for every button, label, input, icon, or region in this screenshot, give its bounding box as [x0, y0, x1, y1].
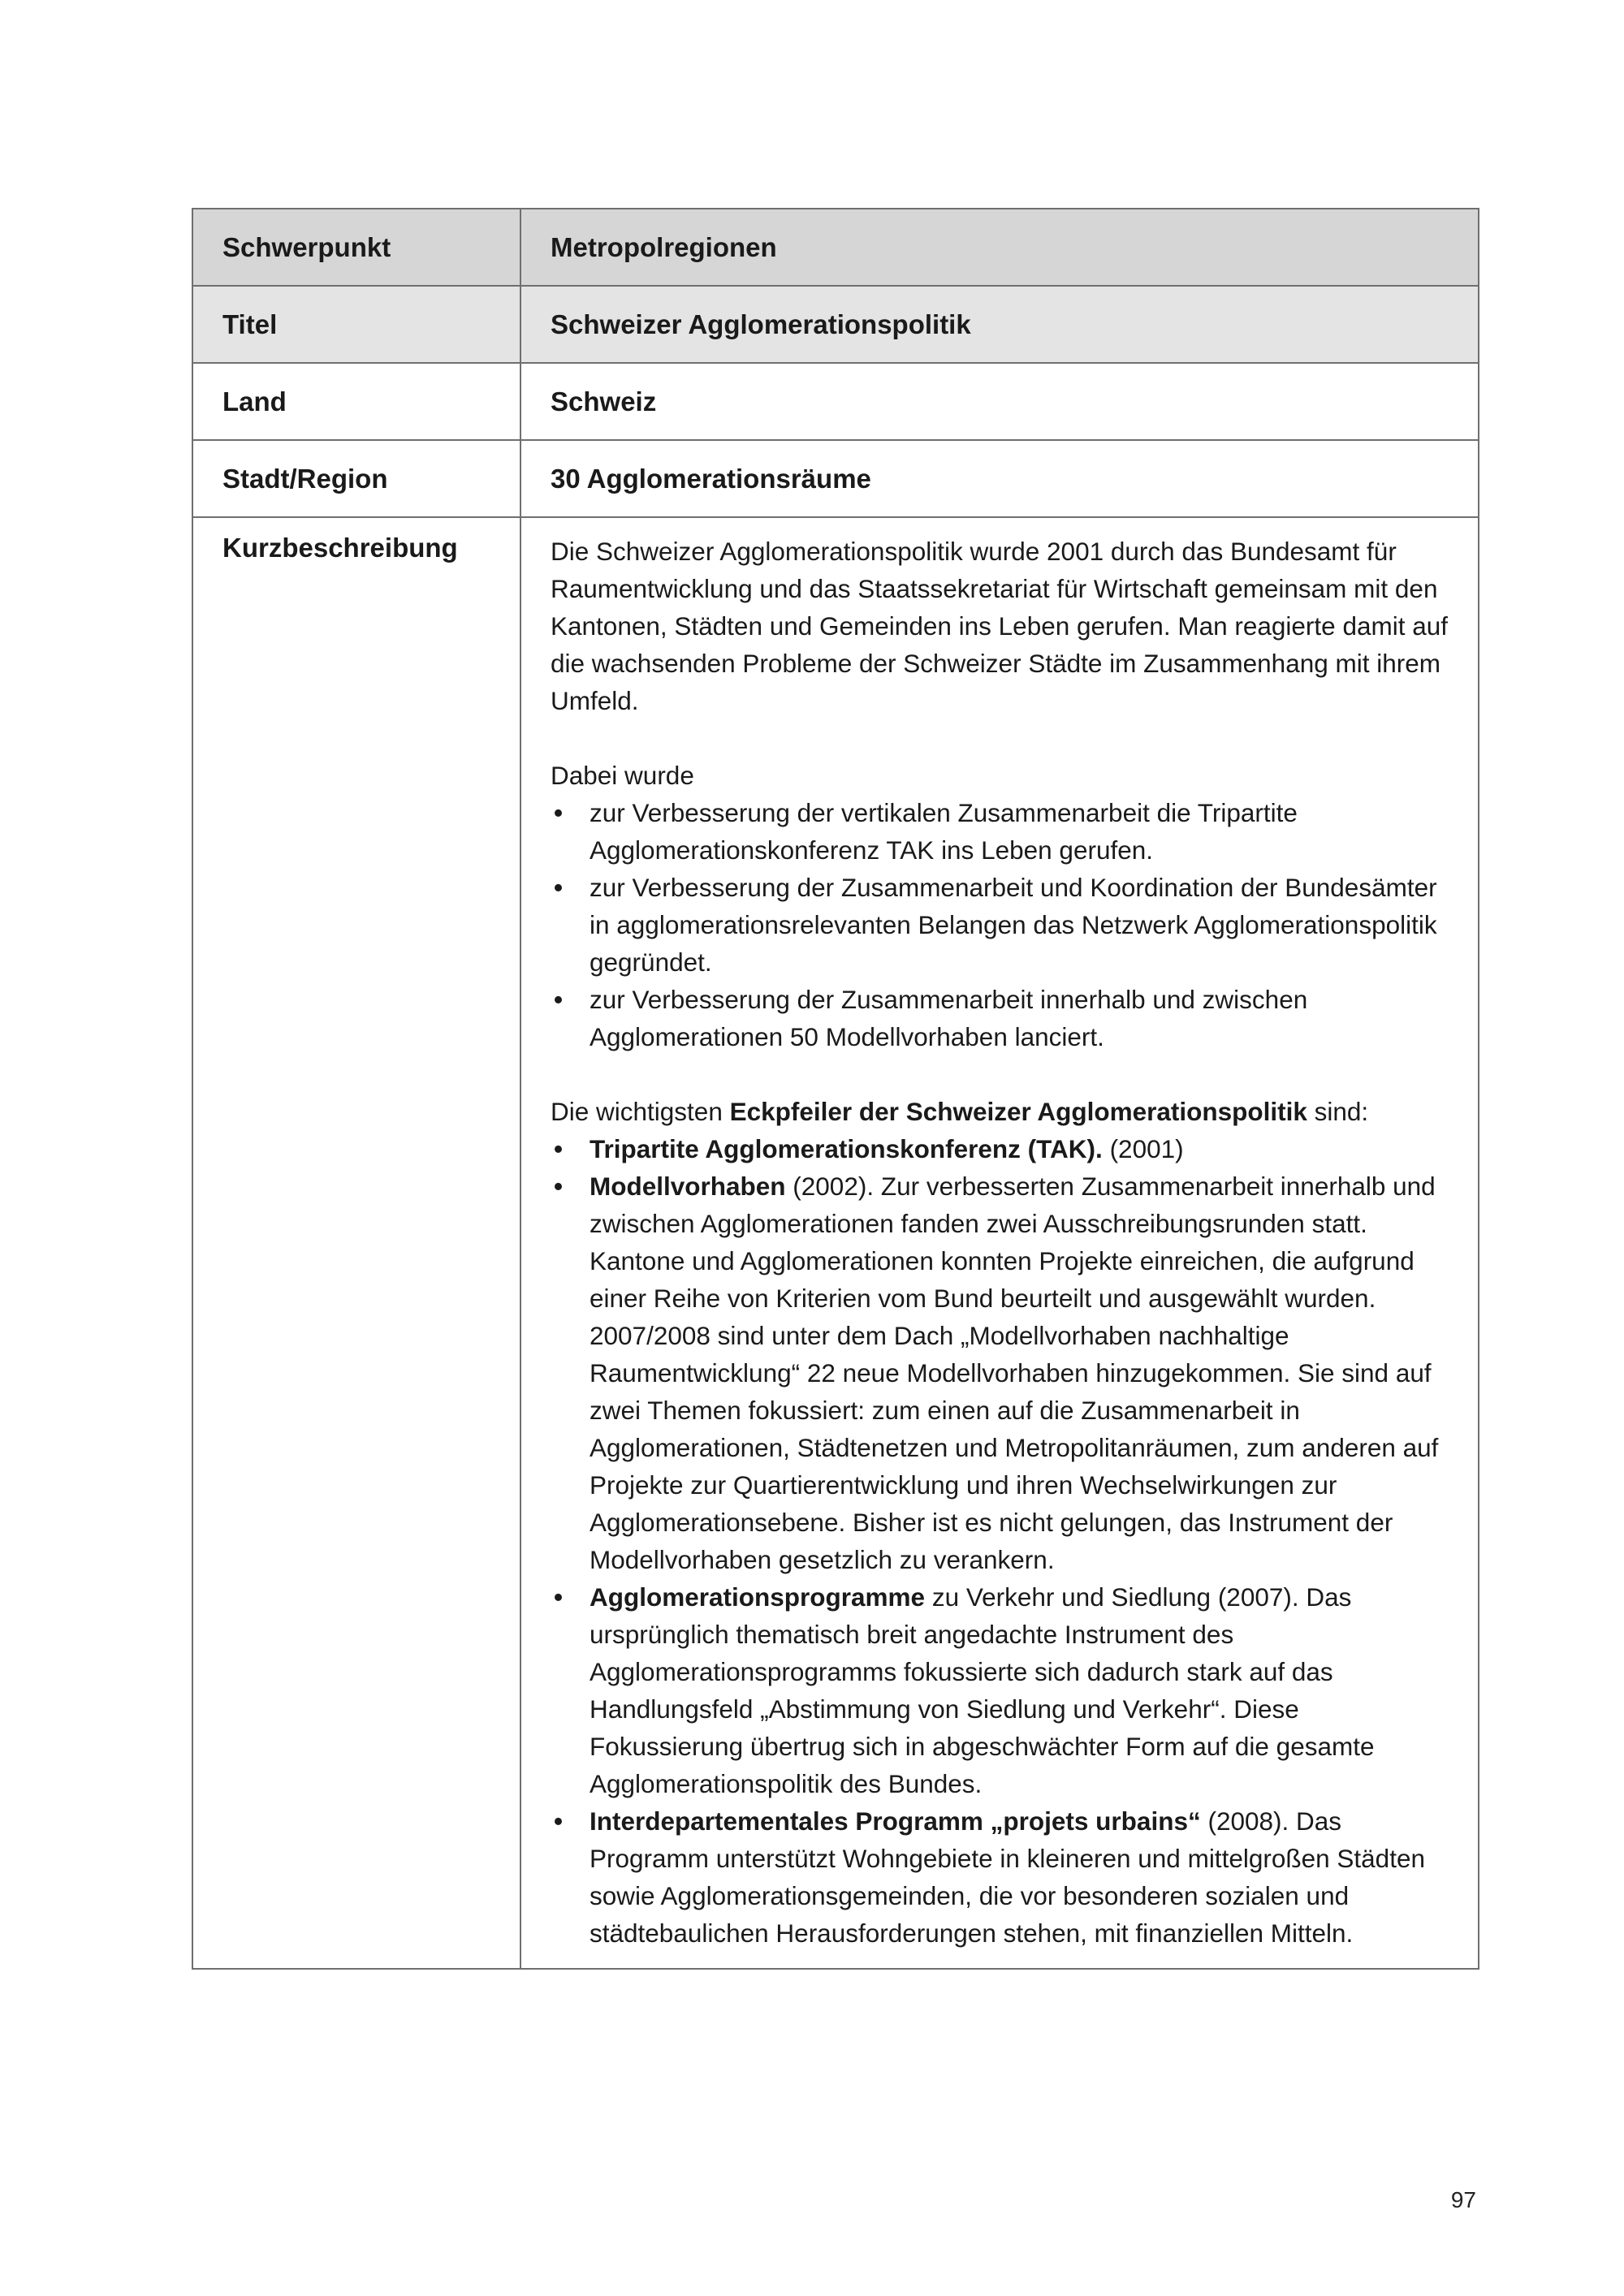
label-kurzbeschreibung: Kurzbeschreibung [192, 517, 520, 1969]
list-item: • zur Verbesserung der vertikalen Zusammenarbeit die Tripartite Agglomerationskonferenz TAK ins Leben gerufen. [551, 794, 1449, 869]
value-schwerpunkt: Metropolregionen [520, 209, 1479, 286]
dabei-heading: Dabei wurde [551, 761, 694, 790]
page-number: 97 [1450, 2187, 1476, 2212]
label-schwerpunkt: Schwerpunkt [192, 209, 520, 286]
list-item: • zur Verbesserung der Zusammenarbeit und Koordination der Bundesämter in agglomerationsrelevanten Belangen das Netzwerk Agglomerationspolitik gegründet. [551, 869, 1449, 981]
list-item [551, 1578, 1449, 1802]
value-titel: Schweizer Agglomerationspolitik [520, 286, 1479, 363]
row-titel [192, 286, 1479, 363]
kurzbeschreibung-text [520, 517, 1479, 1969]
pillar-text: (2002). Zur verbesserten Zusammenarbeit innerhalb und zwischen Agglomerationen fanden zwei Ausschreibungsrunden statt. Kantone und Agglomerationen konnten Projekte einreichen, die aufgrund einer Reihe von Kriterien vom Bund beurteilt und ausgewählt wurden. 2007/2008 sind unter dem Dach „Modellvorhaben nachhaltige Raumentwicklung“ 22 neue Modellvorhaben hinzugekommen. Sie sind auf zwei Themen fokussiert: zum einen auf die Zusammenarbeit in Agglomerationen, Städtenetzen und Metropolitanräumen, zum anderen auf Projekte zur Quartierentwicklung und ihren Wechselwirkungen zur Agglomerationsebene. Bisher ist es nicht gelungen, das Instrument der Modellvorhaben gesetzlich zu verankern. [590, 1172, 1439, 1574]
dabei-list [551, 794, 1449, 1055]
pillar-title: Tripartite Agglomerationskonferenz (TAK). [590, 1134, 1103, 1163]
pillars-heading [551, 1093, 1449, 1130]
label-titel: Titel [192, 286, 520, 363]
row-kurzbeschreibung [192, 517, 1479, 1969]
list-item: • zur Verbesserung der Zusammenarbeit innerhalb und zwischen Agglomerationen 50 Modellvorhaben lanciert. [551, 981, 1449, 1055]
pillars-post: sind: [1307, 1097, 1369, 1126]
pillar-title: Modellvorhaben [590, 1172, 786, 1201]
list-item [551, 1802, 1449, 1952]
pillars-bold: Eckpfeiler der Schweizer Agglomerationspolitik [729, 1097, 1307, 1126]
project-profile-table [192, 208, 1479, 1970]
pillars-list [551, 1130, 1449, 1952]
label-land: Land [192, 363, 520, 440]
row-stadt-region [192, 440, 1479, 517]
intro-paragraph: Die Schweizer Agglomerationspolitik wurde 2001 durch das Bundesamt für Raumentwicklung und das Staatssekretariat für Wirtschaft gemeinsam mit den Kantonen, Städten und Gemeinden ins Leben gerufen. Man reagierte damit auf die wachsenden Probleme der Schweizer Städte im Zusammenhang mit ihrem Umfeld. [551, 537, 1449, 715]
list-item [551, 1130, 1449, 1167]
value-land: Schweiz [520, 363, 1479, 440]
pillar-title: Interdepartementales Programm „projets urbains“ [590, 1806, 1201, 1836]
pillars-pre: Die wichtigsten [551, 1097, 730, 1126]
value-stadt-region: 30 Agglomerationsräume [520, 440, 1479, 517]
label-stadt-region: Stadt/Region [192, 440, 520, 517]
pillar-text: zu Verkehr und Siedlung (2007). Das ursprünglich thematisch breit angedachte Instrument des Agglomerationsprogramms fokussierte sich dadurch stark auf das Handlungsfeld „Abstimmung von Siedlung und Verkehr“. Diese Fokussierung übertrug sich in abgeschwächter Form auf die gesamte Agglomerationspolitik des Bundes. [590, 1582, 1375, 1798]
pillar-text: (2001) [1102, 1134, 1184, 1163]
pillar-title: Agglomerationsprogramme [590, 1582, 926, 1612]
row-land [192, 363, 1479, 440]
row-schwerpunkt [192, 209, 1479, 286]
list-item [551, 1167, 1449, 1578]
pillar-text: (2008). Das Programm unterstützt Wohngebiete in kleineren und mittelgroßen Städten sowie Agglomerationsgemeinden, die vor besonderen sozialen und städtebaulichen Herausforderungen stehen, mit finanziellen Mitteln. [590, 1806, 1425, 1948]
